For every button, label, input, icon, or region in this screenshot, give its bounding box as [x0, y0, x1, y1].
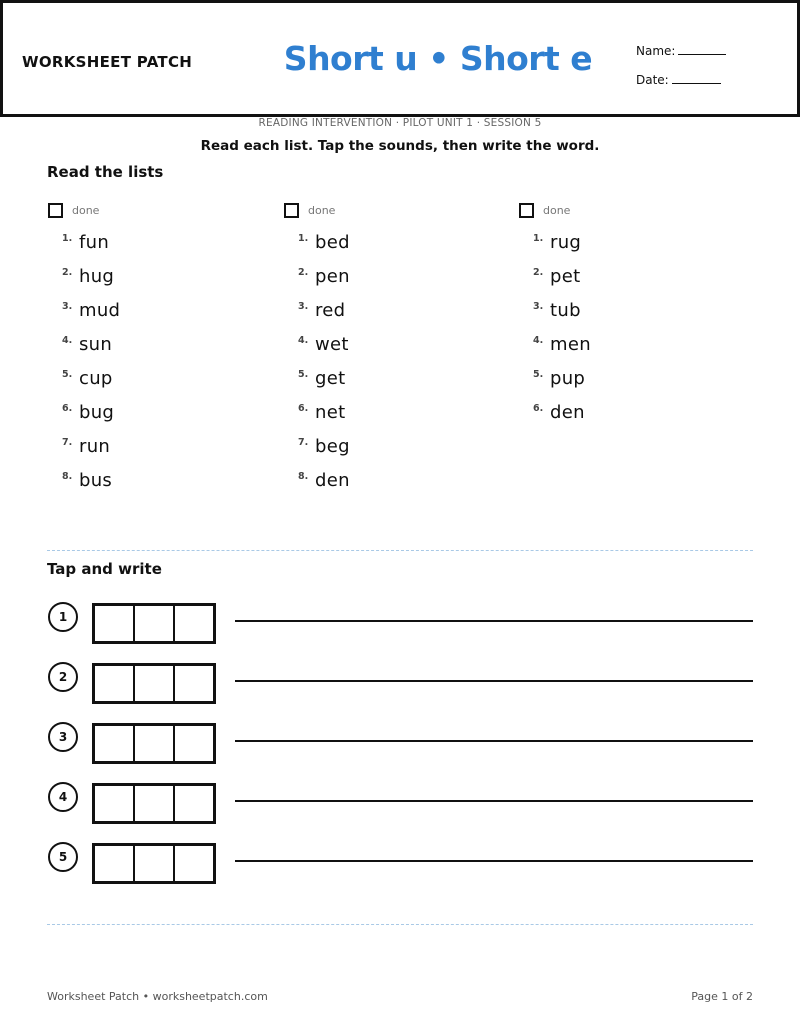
list-item	[284, 368, 504, 402]
word-number: 5.	[298, 369, 309, 380]
word-text: den	[315, 470, 350, 491]
read-lists-heading: Read the lists	[47, 163, 164, 181]
sound-box[interactable]	[175, 786, 213, 821]
name-field[interactable]	[636, 42, 726, 58]
list-item	[48, 402, 268, 436]
word-number: 3.	[62, 301, 73, 312]
word-number: 1.	[62, 233, 73, 244]
row-number-badge: 3	[48, 722, 78, 752]
write-line[interactable]	[235, 800, 753, 802]
word-text: bug	[79, 402, 115, 423]
section-divider	[47, 550, 753, 551]
word-text: tub	[550, 300, 581, 321]
list-item	[284, 436, 504, 470]
word-text: mud	[79, 300, 121, 321]
tap-write-heading: Tap and write	[47, 560, 162, 578]
sound-box[interactable]	[135, 846, 175, 881]
word-text: bed	[315, 232, 350, 253]
word-text: pet	[550, 266, 581, 287]
word-list-column	[48, 200, 268, 504]
row-number-badge: 1	[48, 602, 78, 632]
sound-box[interactable]	[135, 606, 175, 641]
section-divider	[47, 924, 753, 925]
list-item	[519, 402, 739, 436]
list-item	[284, 300, 504, 334]
tap-write-row	[47, 662, 753, 706]
word-text: beg	[315, 436, 350, 457]
list-item	[519, 232, 739, 266]
sound-boxes	[92, 783, 216, 824]
word-number: 4.	[62, 335, 73, 346]
name-label: Name:	[636, 44, 676, 58]
word-text: men	[550, 334, 591, 355]
word-number: 1.	[298, 233, 309, 244]
done-checkbox[interactable]	[48, 203, 63, 218]
word-text: red	[315, 300, 346, 321]
sound-box[interactable]	[95, 846, 135, 881]
session-subheader: READING INTERVENTION · PILOT UNIT 1 · SESSION 5	[258, 117, 542, 129]
word-number: 4.	[533, 335, 544, 346]
worksheet-header	[0, 0, 800, 117]
sound-boxes	[92, 603, 216, 644]
word-number: 3.	[533, 301, 544, 312]
write-line[interactable]	[235, 740, 753, 742]
word-number: 1.	[533, 233, 544, 244]
word-number: 8.	[298, 471, 309, 482]
word-text: den	[550, 402, 585, 423]
word-text: hug	[79, 266, 115, 287]
list-item	[284, 334, 504, 368]
list-item	[284, 232, 504, 266]
footer-site: Worksheet Patch • worksheetpatch.com	[47, 990, 268, 1003]
sound-box[interactable]	[95, 606, 135, 641]
done-label: done	[308, 203, 336, 217]
word-number: 2.	[533, 267, 544, 278]
list-item	[48, 368, 268, 402]
sound-box[interactable]	[175, 606, 213, 641]
word-number: 2.	[298, 267, 309, 278]
tap-write-row	[47, 722, 753, 766]
word-number: 6.	[298, 403, 309, 414]
sound-box[interactable]	[95, 666, 135, 701]
tap-write-row	[47, 842, 753, 886]
word-list-column	[519, 200, 739, 436]
list-item	[284, 266, 504, 300]
tap-write-row	[47, 602, 753, 646]
word-list	[48, 232, 268, 504]
date-blank[interactable]	[672, 71, 721, 84]
word-number: 2.	[62, 267, 73, 278]
row-number-badge: 2	[48, 662, 78, 692]
word-number: 3.	[298, 301, 309, 312]
sound-box[interactable]	[135, 726, 175, 761]
done-checkbox[interactable]	[284, 203, 299, 218]
sound-box[interactable]	[135, 786, 175, 821]
word-text: sun	[79, 334, 113, 355]
row-number-badge: 5	[48, 842, 78, 872]
done-row	[284, 200, 504, 220]
list-item	[519, 334, 739, 368]
word-list	[519, 232, 739, 436]
sound-boxes	[92, 843, 216, 884]
list-item	[48, 470, 268, 504]
word-text: cup	[79, 368, 113, 389]
word-text: get	[315, 368, 346, 389]
list-item	[519, 368, 739, 402]
word-text: wet	[315, 334, 349, 355]
done-checkbox[interactable]	[519, 203, 534, 218]
done-row	[519, 200, 739, 220]
write-line[interactable]	[235, 620, 753, 622]
list-item	[519, 300, 739, 334]
write-line[interactable]	[235, 860, 753, 862]
word-number: 5.	[62, 369, 73, 380]
list-item	[48, 232, 268, 266]
list-item	[48, 300, 268, 334]
word-text: net	[315, 402, 346, 423]
list-item	[48, 436, 268, 470]
word-list	[284, 232, 504, 504]
date-label: Date:	[636, 73, 669, 87]
list-item	[284, 402, 504, 436]
worksheet-title: Short u • Short e	[283, 39, 593, 78]
word-text: fun	[79, 232, 110, 253]
sound-box[interactable]	[135, 666, 175, 701]
tap-write-row	[47, 782, 753, 826]
sound-boxes	[92, 663, 216, 704]
footer-page-number: Page 1 of 2	[691, 990, 753, 1003]
word-number: 8.	[62, 471, 73, 482]
word-text: rug	[550, 232, 582, 253]
word-number: 6.	[533, 403, 544, 414]
row-number-badge: 4	[48, 782, 78, 812]
sound-boxes	[92, 723, 216, 764]
instructions: Read each list. Tap the sounds, then write the word.	[200, 138, 600, 154]
write-line[interactable]	[235, 680, 753, 682]
sound-box[interactable]	[175, 846, 213, 881]
done-row	[48, 200, 268, 220]
list-item	[48, 334, 268, 368]
word-text: bus	[79, 470, 113, 491]
word-text: pup	[550, 368, 586, 389]
word-number: 6.	[62, 403, 73, 414]
name-blank[interactable]	[678, 42, 726, 55]
word-number: 7.	[298, 437, 309, 448]
word-list-column	[284, 200, 504, 504]
date-field[interactable]	[636, 71, 721, 87]
brand-name: WORKSHEET PATCH	[22, 53, 193, 71]
list-item	[284, 470, 504, 504]
word-number: 5.	[533, 369, 544, 380]
word-number: 4.	[298, 335, 309, 346]
list-item	[48, 266, 268, 300]
sound-box[interactable]	[95, 786, 135, 821]
sound-box[interactable]	[175, 726, 213, 761]
sound-box[interactable]	[175, 666, 213, 701]
list-item	[519, 266, 739, 300]
done-label: done	[72, 203, 100, 217]
done-label: done	[543, 203, 571, 217]
word-number: 7.	[62, 437, 73, 448]
word-text: pen	[315, 266, 350, 287]
word-text: run	[79, 436, 111, 457]
sound-box[interactable]	[95, 726, 135, 761]
